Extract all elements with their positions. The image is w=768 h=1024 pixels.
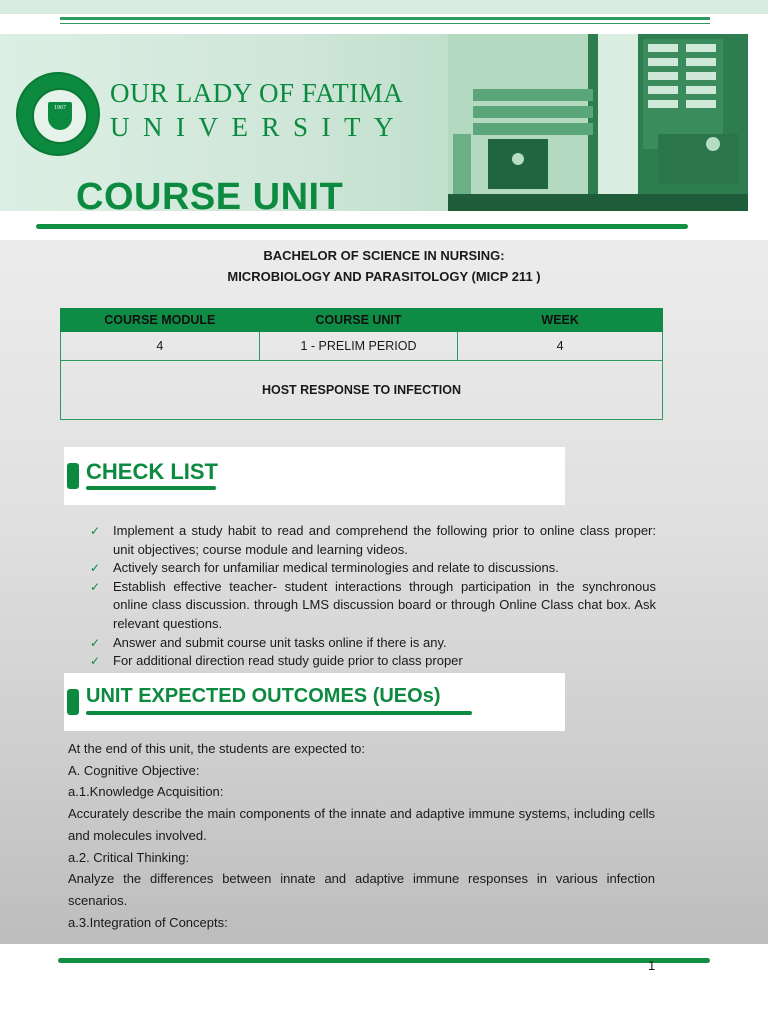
page-number: 1 <box>648 958 656 973</box>
ueo-line: Accurately describe the main components of the innate and adaptive immune systems, including cells and molecules involved. <box>68 806 655 843</box>
ueo-line: a.3.Integration of Concepts: <box>68 914 228 930</box>
course-module-value: 4 <box>61 332 260 361</box>
list-item: ✓ Actively search for unfamiliar medical terminologies and relate to discussions. <box>88 559 656 578</box>
course-info-table <box>60 308 663 420</box>
top-rule-thin <box>60 23 710 24</box>
program-name: BACHELOR OF SCIENCE IN NURSING: <box>263 248 505 263</box>
university-name: OUR LADY OF FATIMA <box>110 78 404 108</box>
ueo-line: A. Cognitive Objective: <box>68 762 200 778</box>
seal-shield-icon: 1967 <box>48 102 72 130</box>
list-item: ✓ For additional direction read study guide prior to class proper <box>88 652 656 671</box>
ueo-intro: At the end of this unit, the students are expected to: <box>68 741 366 756</box>
ueo-body <box>68 738 655 933</box>
ueo-heading-box <box>64 673 565 731</box>
unit-topic: HOST RESPONSE TO INFECTION <box>61 361 663 420</box>
header-week: WEEK <box>458 309 663 332</box>
section-marker-icon <box>67 463 79 489</box>
table-header-row <box>61 309 663 332</box>
checklist <box>88 522 656 671</box>
document-title: COURSE UNIT <box>76 176 344 211</box>
checklist-heading-box <box>64 447 565 505</box>
topic-row <box>61 361 663 420</box>
list-item: ✓ Establish effective teacher- student interactions through participation in the synchronous online class discussion. through LMS discussion board or through Online Class chat box. Ask relevant questions. <box>90 578 656 631</box>
university-name-line2: UNIVERSITY <box>110 112 407 142</box>
ueo-line: Analyze the differences between innate and adaptive immune responses in various infection scenarios. <box>68 871 655 908</box>
list-item: ✓ Implement a study habit to read and comprehend the following prior to online class proper: unit objectives; course module and learning videos. <box>90 523 656 557</box>
checklist-title-underline <box>86 486 216 490</box>
ueo-line: a.1.Knowledge Acquisition: <box>68 784 224 800</box>
section-marker-icon <box>67 689 79 715</box>
header-divider <box>36 224 688 229</box>
university-seal <box>16 72 100 156</box>
checkmark-icon: ✓ <box>90 561 101 576</box>
program-heading <box>0 245 768 287</box>
ueo-line: a.2. Critical Thinking: <box>68 849 190 865</box>
top-rule <box>60 17 710 20</box>
header-course-module: COURSE MODULE <box>61 309 260 332</box>
campus-building-image <box>448 34 748 211</box>
list-item: ✓ Answer and submit course unit tasks online if there is any. <box>88 634 656 653</box>
footer-rule <box>58 958 710 963</box>
checkmark-icon: ✓ <box>90 635 101 650</box>
course-name: MICROBIOLOGY AND PARASITOLOGY (MICP 211 ) <box>227 269 541 284</box>
week-value: 4 <box>458 332 663 361</box>
checkmark-icon: ✓ <box>90 579 101 594</box>
checklist-title: CHECK LIST <box>86 459 218 484</box>
checkmark-icon: ✓ <box>90 654 101 669</box>
ueo-title-underline <box>86 711 472 715</box>
course-unit-value: 1 - PRELIM PERIOD <box>259 332 458 361</box>
checkmark-icon: ✓ <box>90 524 101 538</box>
table-row <box>61 332 663 361</box>
ueo-title: UNIT EXPECTED OUTCOMES (UEOs) <box>86 685 441 707</box>
header-course-unit: COURSE UNIT <box>259 309 458 332</box>
